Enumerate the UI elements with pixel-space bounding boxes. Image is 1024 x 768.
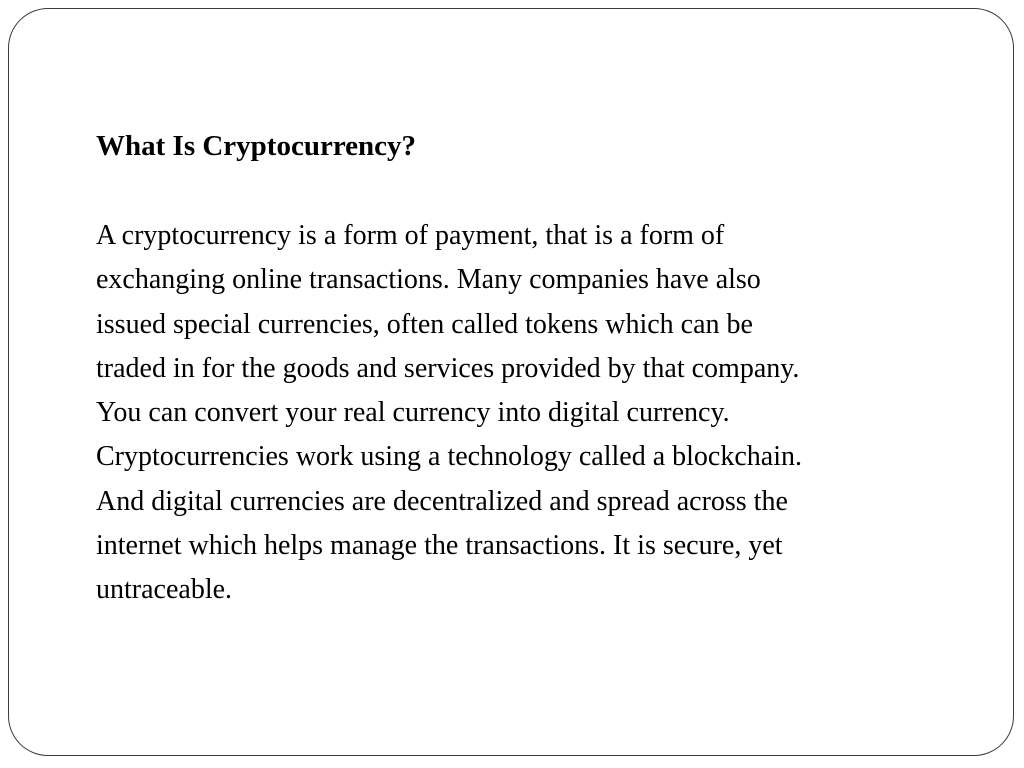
body-line: You can convert your real currency into digital currency. <box>96 397 730 429</box>
body-line: And digital currencies are decentralized and spread across the <box>96 485 788 517</box>
body-line: traded in for the goods and services provided by that company. <box>96 352 800 384</box>
body-line: untraceable. <box>96 574 233 606</box>
body-line: issued special currencies, often called tokens which can be <box>96 308 753 340</box>
body-line: Cryptocurrencies work using a technology called a blockchain. <box>96 441 802 473</box>
body-line: exchanging online transactions. Many companies have also <box>96 264 761 296</box>
body-line: A cryptocurrency is a form of payment, that is a form of <box>96 220 725 251</box>
slide-title: What Is Cryptocurrency? <box>96 130 417 162</box>
body-line: internet which helps manage the transactions. It is secure, yet <box>96 530 783 562</box>
slide-body-text <box>96 214 946 613</box>
